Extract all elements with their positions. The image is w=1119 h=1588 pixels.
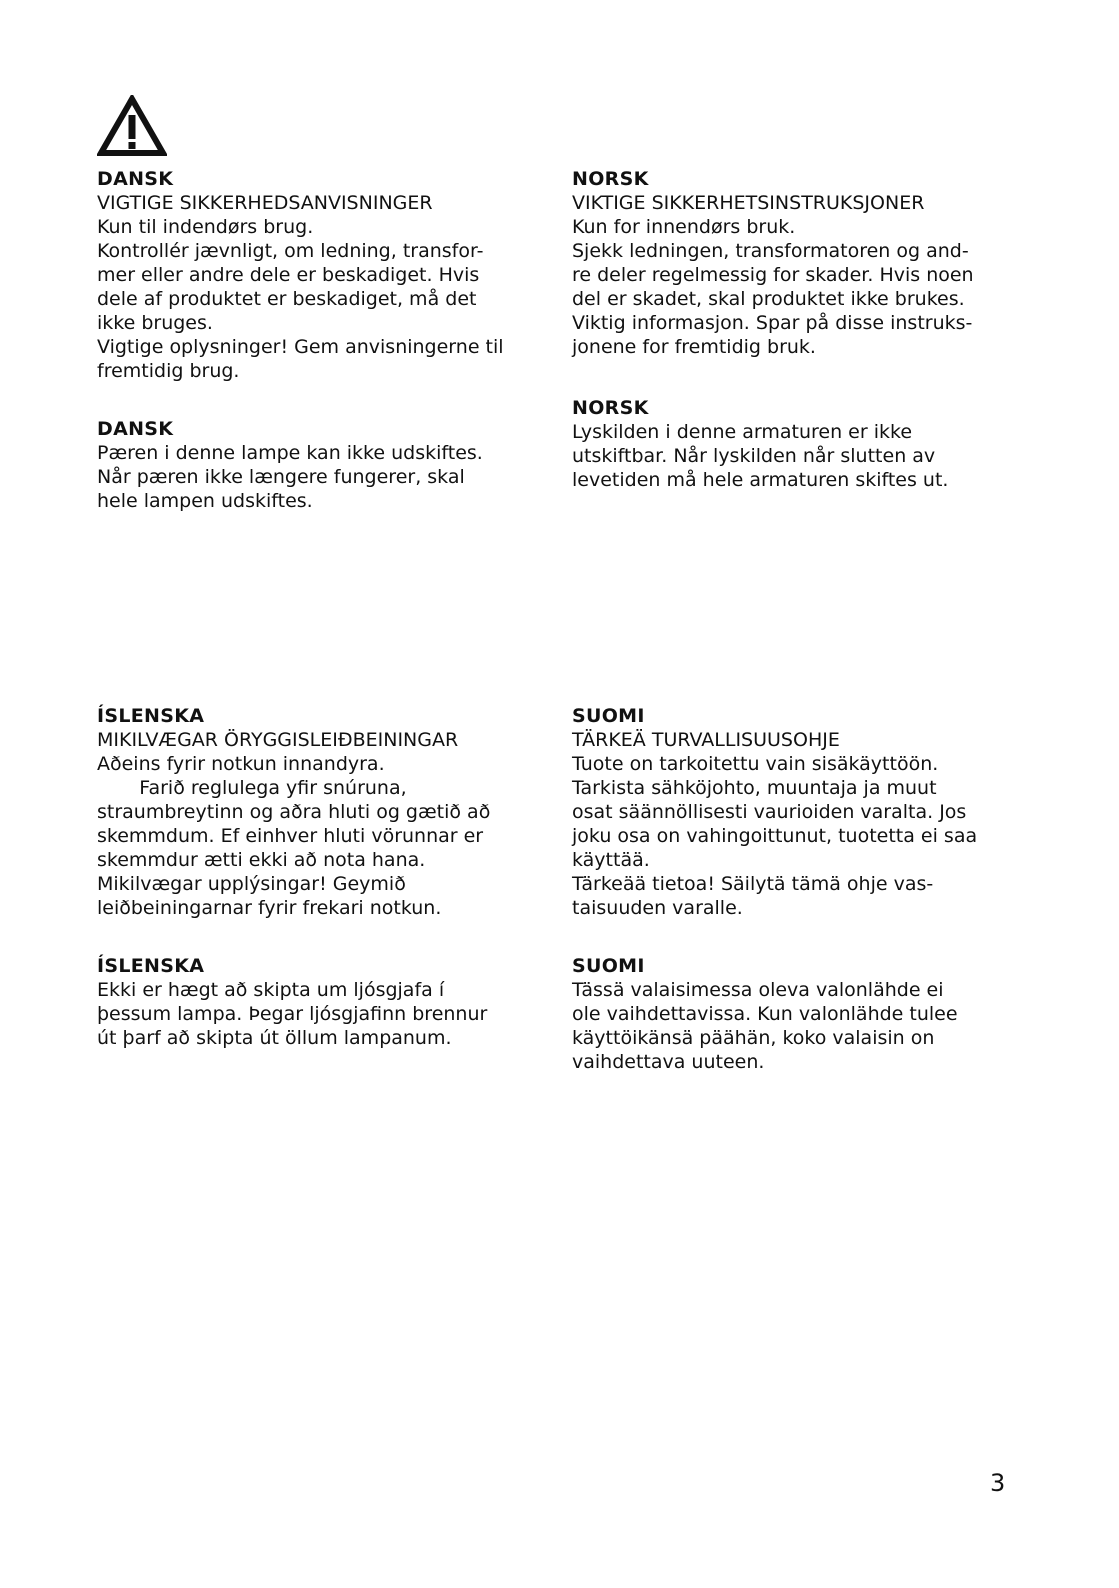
text-line: fremtidig brug. [97, 360, 240, 382]
text-line: taisuuden varalle. [572, 897, 743, 919]
text-line: TÄRKEÄ TURVALLISUUSOHJE [572, 729, 840, 751]
text-line: utskiftbar. Når lyskilden når slutten av [572, 445, 936, 467]
suomi-bulb-section [572, 954, 1022, 1074]
warning-triangle-icon [97, 95, 167, 157]
section-heading: DANSK [97, 418, 174, 440]
suomi-safety-section [572, 704, 1022, 920]
section-heading: SUOMI [572, 955, 645, 977]
text-line: VIGTIGE SIKKERHEDSANVISNINGER [97, 192, 433, 214]
norsk-bulb-section [572, 396, 1022, 492]
text-line: þessum lampa. Þegar ljósgjafinn brennur [97, 1003, 488, 1025]
section-heading: ÍSLENSKA [97, 705, 205, 727]
text-line: VIKTIGE SIKKERHETSINSTRUKSJONER [572, 192, 925, 214]
islenska-safety-section [97, 704, 547, 920]
text-line: Kun til indendørs brug. [97, 216, 314, 238]
text-line: käyttöikänsä päähän, koko valaisin on [572, 1027, 935, 1049]
section-heading: ÍSLENSKA [97, 955, 205, 977]
norsk-safety-section [572, 167, 1022, 359]
section-heading: SUOMI [572, 705, 645, 727]
text-line: straumbreytinn og aðra hluti og gætið að [97, 801, 491, 823]
text-line: dele af produktet er beskadiget, må det [97, 288, 477, 310]
text-line: Tässä valaisimessa oleva valonlähde ei [572, 979, 944, 1001]
text-line: Vigtige oplysninger! Gem anvisningerne til [97, 336, 504, 358]
text-line: osat säännöllisesti vaurioiden varalta. Jos [572, 801, 967, 823]
text-line: käyttää. [572, 849, 650, 871]
text-line: Lyskilden i denne armaturen er ikke [572, 421, 913, 443]
islenska-bulb-section [97, 954, 547, 1050]
section-heading: NORSK [572, 168, 649, 190]
text-line: MIKILVÆGAR ÖRYGGISLEIÐBEININGAR [97, 729, 459, 751]
text-line: Mikilvægar upplýsingar! Geymið [97, 873, 406, 895]
text-line: skemmdur ætti ekki að nota hana. [97, 849, 426, 871]
text-line: út þarf að skipta út öllum lampanum. [97, 1027, 452, 1049]
text-line: Tärkeää tietoa! Säilytä tämä ohje vas- [572, 873, 934, 895]
text-line: Ekki er hægt að skipta um ljósgjafa í [97, 979, 445, 1001]
dansk-safety-section [97, 167, 547, 383]
text-line: jonene for fremtidig bruk. [572, 336, 816, 358]
page-number: 3 [990, 1469, 1006, 1497]
dansk-bulb-section [97, 417, 547, 513]
text-line: Når pæren ikke længere fungerer, skal [97, 466, 465, 488]
text-line: vaihdettava uuteen. [572, 1051, 765, 1073]
text-line: Aðeins fyrir notkun innandyra. [97, 753, 385, 775]
text-line: ikke bruges. [97, 312, 213, 334]
text-line: mer eller andre dele er beskadiget. Hvis [97, 264, 480, 286]
text-line: del er skadet, skal produktet ikke brukes. [572, 288, 965, 310]
text-line: joku osa on vahingoittunut, tuotetta ei saa [572, 825, 978, 847]
text-line: Farið reglulega yfir snúruna, [97, 777, 407, 799]
text-line: Pæren i denne lampe kan ikke udskiftes. [97, 442, 483, 464]
text-line: ole vaihdettavissa. Kun valonlähde tulee [572, 1003, 958, 1025]
text-line: Kontrollér jævnligt, om ledning, transfor- [97, 240, 484, 262]
section-heading: DANSK [97, 168, 174, 190]
text-line: Viktig informasjon. Spar på disse instruks- [572, 312, 973, 334]
text-line: skemmdum. Ef einhver hluti vörunnar er [97, 825, 484, 847]
section-heading: NORSK [572, 397, 649, 419]
text-line: Sjekk ledningen, transformatoren og and- [572, 240, 969, 262]
text-line: hele lampen udskiftes. [97, 490, 313, 512]
text-line: Kun for innendørs bruk. [572, 216, 796, 238]
text-line: levetiden må hele armaturen skiftes ut. [572, 469, 949, 491]
text-line: Tuote on tarkoitettu vain sisäkäyttöön. [572, 753, 939, 775]
text-line: re deler regelmessig for skader. Hvis noen [572, 264, 974, 286]
text-line: leiðbeiningarnar fyrir frekari notkun. [97, 897, 442, 919]
text-line: Tarkista sähköjohto, muuntaja ja muut [572, 777, 937, 799]
